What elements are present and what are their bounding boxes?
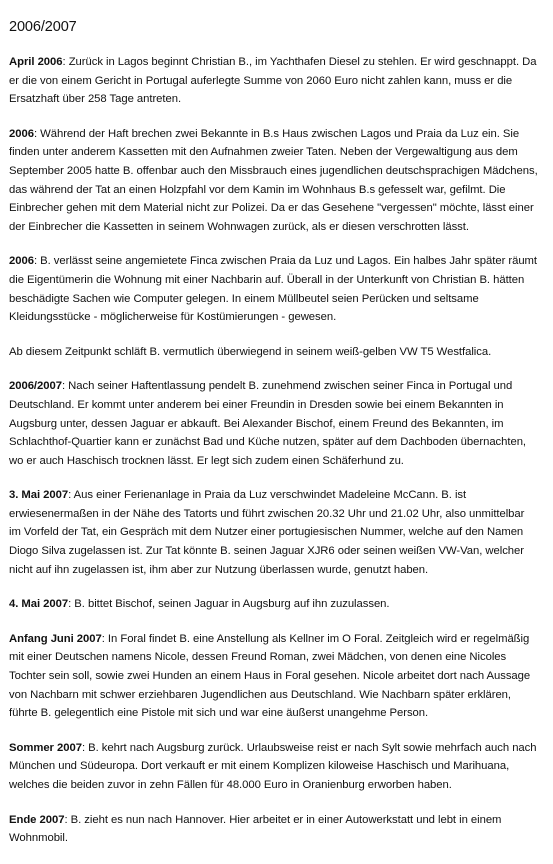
entry-text: : B. bittet Bischof, seinen Jaguar in Augsburg auf ihn zuzulassen. [68, 598, 390, 611]
entry-date: 2006 [9, 255, 34, 268]
timeline-entry [9, 125, 539, 237]
entry-date: 2006/2007 [9, 380, 62, 393]
entry-text: : In Foral findet B. eine Anstellung als Kellner im O Foral. Zeitgleich wird er regelmäßig mit einer Deutschen namens Nicole, dessen Freund Roman, zwei Mädchen, von denen eine Nicoles Tochter sein soll, sowie zwei Hunden an einem Haus in Foral gesehen. Nicole arbeitet dort nach Aussage von Nachbarn mit schwer erziehbaren Jugendlichen aus Deutschland. Wie Nachbarn später erklären, führte B. gelegentlich eine Pistole mit sich und war eine äußerst unangehme Person. [9, 632, 531, 720]
entry-text: : Während der Haft brechen zwei Bekannte in B.s Haus zwischen Lagos und Praia da Luz ein. Sie finden unter anderem Kassetten mit den Aufnahmen zweier Taten. Neben der Vergewaltigung aus dem September 2005 hatte B. offenbar auch den Missbrauch eines jugendlichen deutschsprachigen Mädchens, das während der Tat an einen Holzpfahl vor dem Kamin im Wohnhaus B.s gefesselt war, gefilmt. Die Einbrecher gehen mit dem Material nicht zur Polizei. Da er das Gesehene "vergessen" möchte, lässt einer der Einbrecher die Kassetten in seinem Wohnwagen zurück, als er diesen verschrotten lässt. [9, 127, 538, 233]
timeline-entry [9, 811, 539, 848]
entry-text: Ab diesem Zeitpunkt schläft B. vermutlich überwiegend in seinem weiß-gelben VW T5 Westfalica. [9, 345, 492, 358]
timeline-entry [9, 630, 539, 723]
timeline-entry [9, 53, 539, 109]
document-page [9, 18, 539, 864]
entry-text: : B. verlässt seine angemietete Finca zwischen Praia da Luz und Lagos. Ein halbes Jahr später räumt die Eigentümerin die Wohnung mit einer Nachbarin auf. Überall in der Unterkunft von Christian B. hätten beschädigte Sachen wie Computer gelegen. In einem Müllbeutel seien Perücken und seltsame Kleidungsstücke - möglicherweise für Kostümierungen - gewesen. [9, 255, 537, 324]
timeline-entry [9, 343, 539, 362]
entry-date: Ende 2007 [9, 813, 65, 826]
entry-date: 3. Mai 2007 [9, 489, 69, 502]
timeline-entry [9, 595, 539, 614]
timeline-entry [9, 377, 539, 470]
entry-text: : Nach seiner Haftentlassung pendelt B. zunehmend zwischen seiner Finca in Portugal und Deutschland. Er kommt unter anderem bei einer Freundin in Dresden sowie bei einem Bekannten in Augsburg unter, dessen Jaguar er abkauft. Bei Alexander Bischof, einem Freund des Bekannten, im Schlachthof-Quartier kann er zunächst Bad und Küche nutzen, später auf dem Dachboden übernachten, wo er auch Haschisch trocknen lässt. Er legt sich zudem einen Schäferhund zu. [9, 380, 527, 467]
entry-date: Anfang Juni 2007 [9, 632, 102, 645]
entry-date: 4. Mai 2007 [9, 598, 69, 611]
entry-date: April 2006 [9, 56, 63, 68]
entry-date: 2006 [9, 127, 34, 140]
timeline-entry [9, 252, 539, 326]
entry-text: : B. kehrt nach Augsburg zurück. Urlaubsweise reist er nach Sylt sowie mehrfach auch nach München und Südeuropa. Dort verkauft er mit einem Komplizen kiloweise Haschisch und Marihuana, welches die beiden zuvor in zehn Fällen für 48.000 Euro in Oranienburg erworben haben. [9, 741, 537, 791]
document-title: 2006/2007 [9, 19, 77, 35]
entry-date: Sommer 2007 [9, 741, 82, 754]
entry-text: : Zurück in Lagos beginnt Christian B., im Yachthafen Diesel zu stehlen. Er wird geschnappt. Da er die von einem Gericht in Portugal auferlegte Summe von 2060 Euro nicht zahlen kann, muss er die Ersatzhaft über 258 Tage antreten. [9, 56, 537, 106]
timeline-entry [9, 486, 539, 579]
entry-text: : B. zieht es nun nach Hannover. Hier arbeitet er in einer Autowerkstatt und lebt in einem Wohnmobil. [9, 813, 502, 845]
timeline-entry [9, 739, 539, 795]
entry-text: : Aus einer Ferienanlage in Praia da Luz verschwindet Madeleine McCann. B. ist erwiesenermaßen in der Nähe des Tatorts und führt zwischen 20.32 Uhr und 21.02 Uhr, also unmittelbar im Vorfeld der Tat, ein Gespräch mit dem Nutzer einer portugiesischen Nummer, welche auf den Namen Diogo Silva zugelassen ist. Zur Tat könnte B. seinen Jaguar XJR6 oder seinen weißen VW-Van, welcher nicht auf ihn zugelassen ist, ihm aber zur Nutzung überlassen wurde, genutzt haben. [9, 489, 525, 576]
